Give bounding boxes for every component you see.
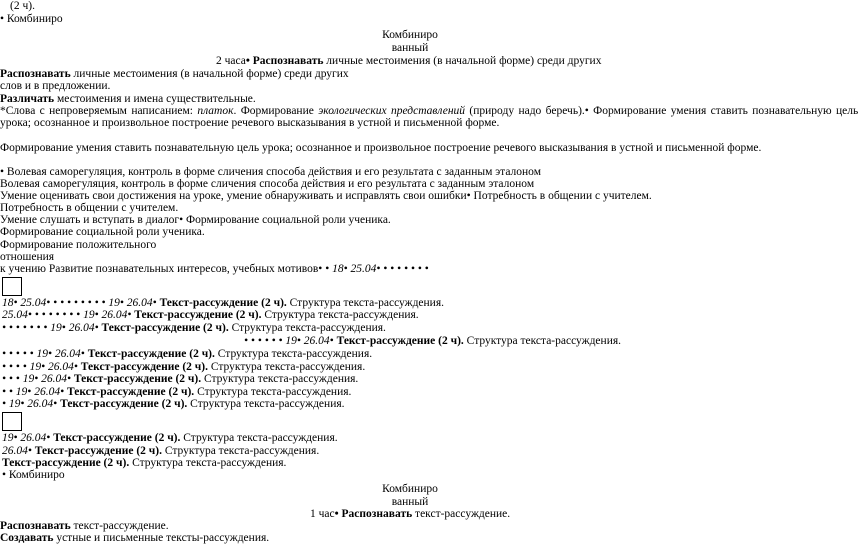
form-goal-line: Формирование умения ставить познавательную цель урока; осознанное и произвольное построение речевого высказывания в устной и письменной форме. bbox=[0, 142, 762, 154]
lesson-row-2 bbox=[310, 508, 510, 521]
row-topic: Текст-рассуждение (2 ч). bbox=[87, 348, 215, 360]
row-dates: • • • • • • 19• 26.04• bbox=[244, 335, 337, 347]
row-topic: Текст-рассуждение (2 ч). bbox=[73, 373, 202, 385]
lesson-row bbox=[2, 398, 345, 411]
row-dates: 18• 25.04• • • • • • • • • 19• 26.04• bbox=[2, 297, 160, 309]
row-topic: Текст-рассуждение (2 ч). bbox=[336, 335, 464, 347]
skill-label: • Распознавать bbox=[334, 508, 413, 520]
lesson-type-line2: ванный bbox=[391, 496, 429, 508]
hours-text: 2 часа bbox=[216, 55, 246, 67]
row-structure: Структура текста-рассуждения. bbox=[180, 432, 338, 444]
hours-text: 1 час bbox=[310, 508, 335, 520]
need-line: Потребность в общении с учителем. bbox=[0, 202, 179, 214]
table-cell-box bbox=[2, 277, 22, 296]
lesson-row bbox=[244, 335, 621, 348]
lesson-type-line1: Комбиниро bbox=[382, 29, 438, 41]
attitude-line: отношения bbox=[0, 251, 55, 263]
row-topic: Текст-рассуждение (2 ч). bbox=[2, 457, 130, 469]
hours-note: (2 ч). bbox=[10, 0, 35, 12]
row-topic: Текст-рассуждение (2 ч). bbox=[80, 361, 208, 373]
motives-line bbox=[0, 263, 429, 276]
lesson-type-line2: ванный bbox=[391, 42, 429, 54]
words-text-1: *Слова с непроверяемым написанием: bbox=[0, 105, 198, 117]
goal-label: Распознавать bbox=[0, 520, 71, 532]
row-topic: Текст-рассуждение (2 ч). bbox=[34, 445, 162, 457]
lesson-row bbox=[2, 322, 386, 335]
row-topic: Текст-рассуждение (2 ч). bbox=[134, 309, 262, 321]
distinguish-text: местоимения и имена существительные. bbox=[54, 93, 256, 105]
create-label: Создавать bbox=[0, 532, 54, 544]
row-topic: Текст-рассуждение (2 ч). bbox=[66, 386, 195, 398]
row-dates: • • • • 19• 26.04• bbox=[2, 361, 81, 373]
row-structure: Структура текста-рассуждения. bbox=[201, 373, 359, 385]
assess-line: Умение оценивать свои достижения на уроке, умение обнаруживать и исправлять свои ошибки• Потребность в общении с учителем. bbox=[0, 190, 652, 202]
row-dates: • • • • • • • 19• 26.04• bbox=[2, 322, 102, 334]
row-dates: 19• 26.04• bbox=[2, 432, 54, 444]
row-dates: 26.04• bbox=[2, 445, 35, 457]
row-structure: Структура текста-рассуждения. bbox=[228, 322, 386, 334]
row-dates: • • • • • 19• 26.04• bbox=[2, 348, 88, 360]
row-topic: Текст-рассуждение (2 ч). bbox=[101, 322, 229, 334]
lesson-row bbox=[2, 348, 372, 361]
row-dates: • • • 19• 26.04• bbox=[2, 373, 74, 385]
skill-label: • Распознавать bbox=[245, 55, 324, 67]
dialog-line: Умение слушать и вступать в диалог• Формирование социальной роли ученика. bbox=[0, 214, 391, 226]
lesson-row bbox=[2, 309, 419, 322]
words-italic-2: экологических представлений bbox=[318, 105, 466, 117]
lesson-goal-line: урока; осознанное и произвольное построение речевого высказывания в устной и письменной форме. bbox=[0, 117, 500, 129]
words-text-2: . Формирование bbox=[233, 105, 319, 117]
distinguish-label: Различать bbox=[0, 93, 55, 105]
row-structure: Структура текста-рассуждения. bbox=[194, 386, 352, 398]
create-text: устные и письменные тексты-рассуждения. bbox=[53, 532, 270, 544]
skill-text: текст-рассуждение. bbox=[412, 508, 511, 520]
motives-dates: • 18• 25.04• • • • • • • • bbox=[325, 263, 429, 275]
row-structure: Структура текста-рассуждения. bbox=[129, 457, 287, 469]
goal-text: личные местоимения (в начальной форме) среди других bbox=[70, 68, 349, 80]
combined-bullet: • Комбиниро bbox=[0, 13, 63, 25]
combined-bullet: • Комбиниро bbox=[2, 469, 65, 481]
row-dates: 25.04• • • • • • • • 19• 26.04• bbox=[2, 309, 135, 321]
row-topic: Текст-рассуждение (2 ч). bbox=[60, 398, 188, 410]
lesson-row bbox=[2, 432, 338, 445]
row-topic: Текст-рассуждение (2 ч). bbox=[53, 432, 181, 444]
lesson-row-1 bbox=[216, 55, 601, 68]
regulation-line-2: Волевая саморегуляция, контроль в форме сличения способа действия и его результата с заданным эталоном bbox=[0, 178, 535, 190]
words-italic-1: платок bbox=[197, 105, 234, 117]
row-dates: • • 19• 26.04• bbox=[2, 386, 67, 398]
social-role-line: Формирование социальной роли ученика. bbox=[0, 226, 205, 238]
row-dates: • 19• 26.04• bbox=[2, 398, 61, 410]
positive-line: Формирование положительного bbox=[0, 239, 157, 251]
row-structure: Структура текста-рассуждения. bbox=[261, 309, 419, 321]
goal-label: Распознавать bbox=[0, 68, 71, 80]
goal-line-cont: слов и в предложении. bbox=[0, 80, 111, 92]
row-structure: Структура текста-рассуждения. bbox=[161, 445, 320, 457]
create-line bbox=[0, 532, 269, 545]
row-structure: Структура текста-рассуждения. bbox=[208, 361, 366, 373]
goal-text: текст-рассуждение. bbox=[70, 520, 169, 532]
row-structure: Структура текста-рассуждения. bbox=[214, 348, 373, 360]
table-cell-box bbox=[2, 412, 22, 431]
row-topic: Текст-рассуждение (2 ч). bbox=[159, 297, 287, 309]
lesson-type-line1: Комбиниро bbox=[382, 483, 438, 495]
row-structure: Структура текста-рассуждения. bbox=[187, 398, 345, 410]
regulation-line-1: • Волевая саморегуляция, контроль в форме сличения способа действия и его результата с заданным эталоном bbox=[0, 166, 541, 178]
motives-text: к учению Развитие познавательных интересов, учебных мотивов• bbox=[0, 263, 326, 275]
lesson-row bbox=[2, 373, 358, 386]
row-structure: Структура текста-рассуждения. bbox=[286, 297, 444, 309]
skill-text: личные местоимения (в начальной форме) среди других bbox=[323, 55, 602, 67]
row-structure: Структура текста-рассуждения. bbox=[463, 335, 622, 347]
words-text-3: (природу надо беречь).• Формирование умения ставить познавательную цель bbox=[465, 105, 858, 117]
